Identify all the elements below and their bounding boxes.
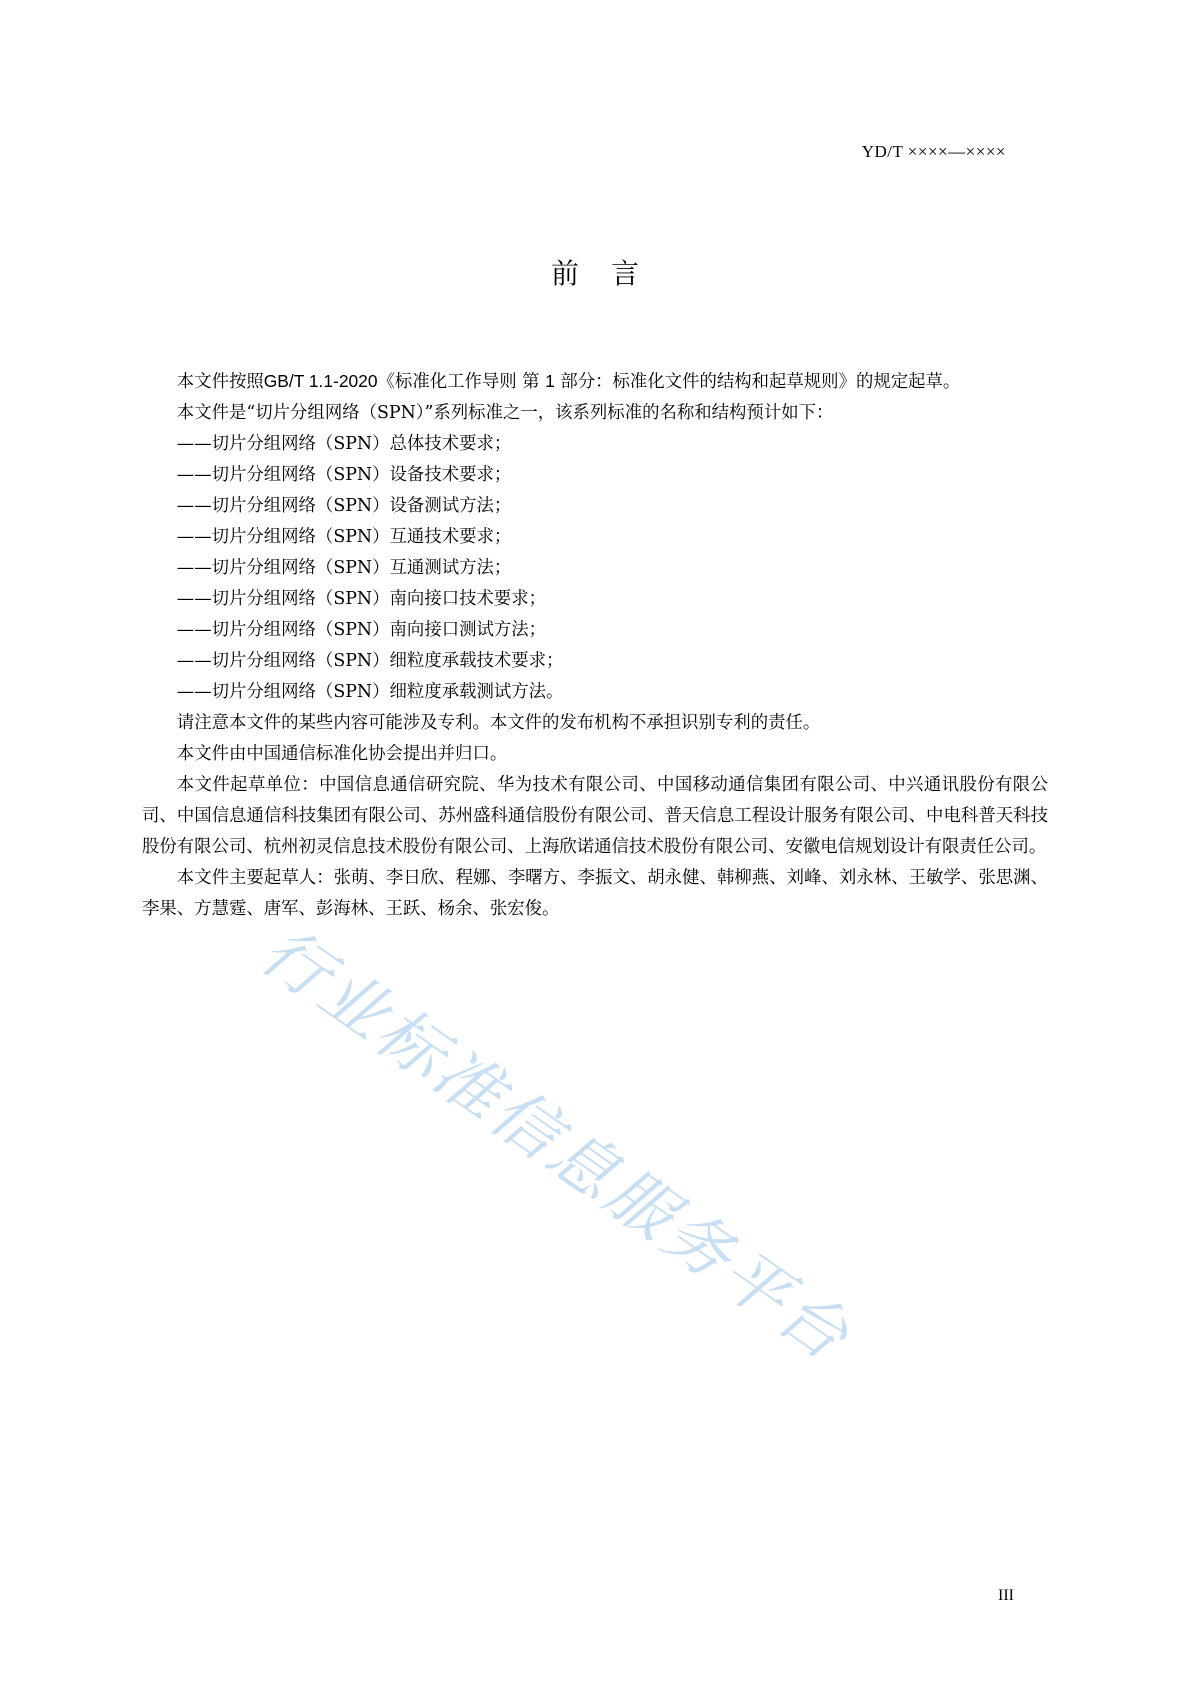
list-item: ——切片分组网络（SPN）设备测试方法； (176, 496, 512, 516)
list-item: ——切片分组网络（SPN）总体技术要求； (176, 434, 512, 454)
watermark: 行业标准信息服务平台 (247, 912, 865, 1377)
list-item: ——切片分组网络（SPN）互通技术要求； (176, 527, 512, 547)
part-number: 1 (545, 371, 555, 391)
text-fragment: 本文件按照 (176, 372, 264, 392)
standard-ref: GB/T 1.1-2020 (263, 371, 378, 391)
paragraph-drafting-rules (142, 366, 1048, 398)
list-item: ——切片分组网络（SPN）细粒度承载测试方法。 (176, 682, 564, 702)
paragraph-series-intro: 本文件是“切片分组网络（SPN）”系列标准之一，该系列标准的名称和结构预计如下： (176, 403, 834, 423)
document-body (142, 366, 1048, 925)
list-item: ——切片分组网络（SPN）互通测试方法； (176, 558, 512, 578)
text-fragment: 《标准化工作导则 第 (377, 372, 540, 392)
list-item: ——切片分组网络（SPN）南向接口技术要求； (176, 589, 547, 609)
paragraph-drafting-units: 本文件起草单位：中国信息通信研究院、华为技术有限公司、中国移动通信集团有限公司、中兴通讯股份有限公司、中国信息通信科技集团有限公司、苏州盛科通信股份有限公司、普天信息工程设计服务有限公司、中电科普天科技股份有限公司、杭州初灵信息技术股份有限公司、上海欣诺通信技术股份有限公司、安徽电信规划设计有限责任公司。 (142, 775, 1048, 857)
page-title: 前言 (550, 257, 671, 290)
list-item: ——切片分组网络（SPN）设备技术要求； (176, 465, 512, 485)
text-fragment: 部分：标准化文件的结构和起草规则》的规定起草。 (560, 372, 961, 392)
document-code: YD/T ××××—×××× (861, 142, 1006, 161)
list-item: ——切片分组网络（SPN）南向接口测试方法； (176, 620, 547, 640)
paragraph-patent-notice: 请注意本文件的某些内容可能涉及专利。本文件的发布机构不承担识别专利的责任。 (176, 713, 821, 733)
paragraph-proposer: 本文件由中国通信标准化协会提出并归口。 (176, 744, 508, 764)
list-item: ——切片分组网络（SPN）细粒度承载技术要求； (176, 651, 564, 671)
paragraph-drafters: 本文件主要起草人：张萌、李日欣、程娜、李曙方、李振文、胡永健、韩柳燕、刘峰、刘永林、王敏学、张思渊、李果、方慧霆、唐军、彭海林、王跃、杨余、张宏俊。 (142, 868, 1048, 919)
page-number: III (998, 1587, 1014, 1604)
